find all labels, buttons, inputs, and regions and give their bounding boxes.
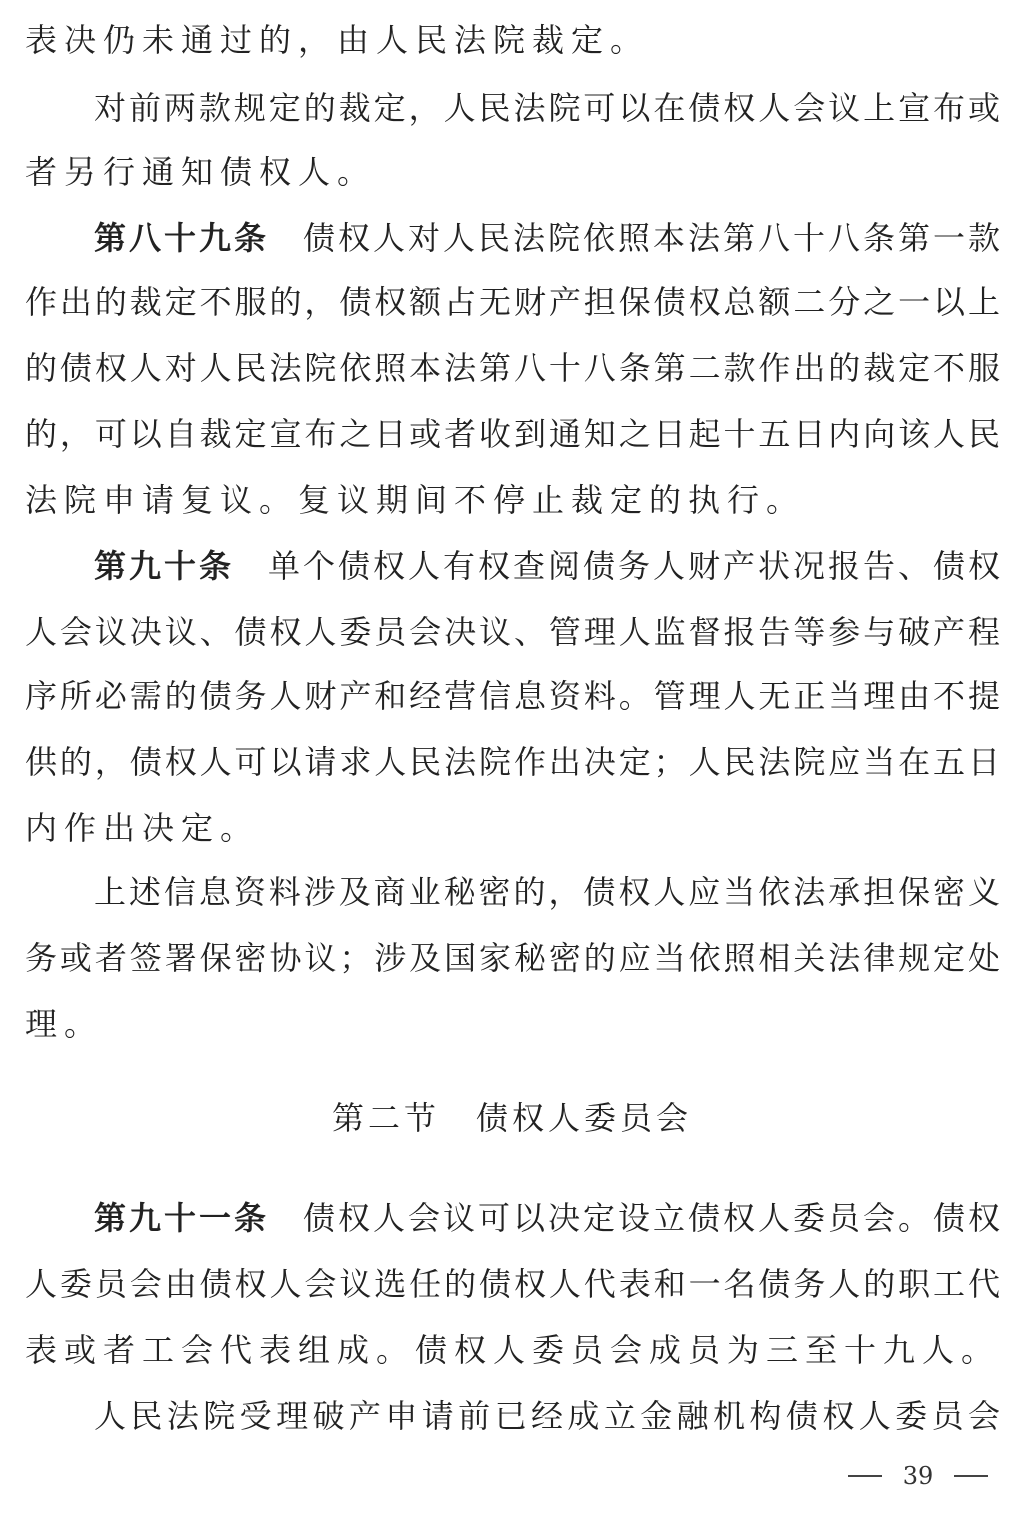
article-heading: 第九十条 bbox=[94, 547, 234, 585]
text-line: 者另行通知债权人。 bbox=[25, 153, 377, 191]
text-line: 的债权人对人民法院依照本法第八十八条第二款作出的裁定不服 bbox=[25, 349, 1000, 387]
text-line: 理。 bbox=[25, 1005, 104, 1043]
page-number bbox=[848, 1460, 988, 1492]
article-89-line: 第八十九条 债权人对人民法院依照本法第八十八条第一款 bbox=[94, 219, 1000, 257]
text-line: 供的，债权人可以请求人民法院作出决定；人民法院应当在五日 bbox=[25, 743, 1000, 781]
text-line: 上述信息资料涉及商业秘密的，债权人应当依法承担保密义 bbox=[94, 873, 1000, 911]
text-line: 人委员会由债权人会议选任的债权人代表和一名债务人的职工代 bbox=[25, 1265, 1000, 1303]
article-91-line: 第九十一条 债权人会议可以决定设立债权人委员会。债权 bbox=[94, 1199, 1000, 1237]
text-line: 对前两款规定的裁定，人民法院可以在债权人会议上宣布或 bbox=[94, 89, 1000, 127]
text-line: 人民法院受理破产申请前已经成立金融机构债权人委员会 bbox=[94, 1397, 1000, 1435]
section-title: 第二节 债权人委员会 bbox=[331, 1099, 692, 1137]
text-line: 序所必需的债务人财产和经营信息资料。管理人无正当理由不提 bbox=[25, 677, 1000, 715]
text-line: 作出的裁定不服的，债权额占无财产担保债权总额二分之一以上 bbox=[25, 283, 1000, 321]
text-line: 内作出决定。 bbox=[25, 809, 260, 847]
text-line: 表决仍未通过的，由人民法院裁定。 bbox=[25, 21, 650, 59]
dash-left bbox=[848, 1475, 882, 1477]
page-number-text: 39 bbox=[902, 1462, 934, 1490]
text-line: 表或者工会代表组成。债权人委员会成员为三至十九人。 bbox=[25, 1331, 1001, 1369]
dash-right bbox=[954, 1475, 988, 1477]
article-heading: 第八十九条 bbox=[94, 219, 269, 257]
text-line: 的，可以自裁定宣布之日或者收到通知之日起十五日内向该人民 bbox=[25, 415, 1000, 453]
article-heading: 第九十一条 bbox=[94, 1199, 269, 1237]
text-line: 务或者签署保密协议；涉及国家秘密的应当依照相关法律规定处 bbox=[25, 939, 1000, 977]
text-line: 人会议决议、债权人委员会决议、管理人监督报告等参与破产程 bbox=[25, 613, 1000, 651]
article-90-line: 第九十条 单个债权人有权查阅债务人财产状况报告、债权 bbox=[94, 547, 1000, 585]
text-line: 法院申请复议。复议期间不停止裁定的执行。 bbox=[25, 481, 806, 519]
